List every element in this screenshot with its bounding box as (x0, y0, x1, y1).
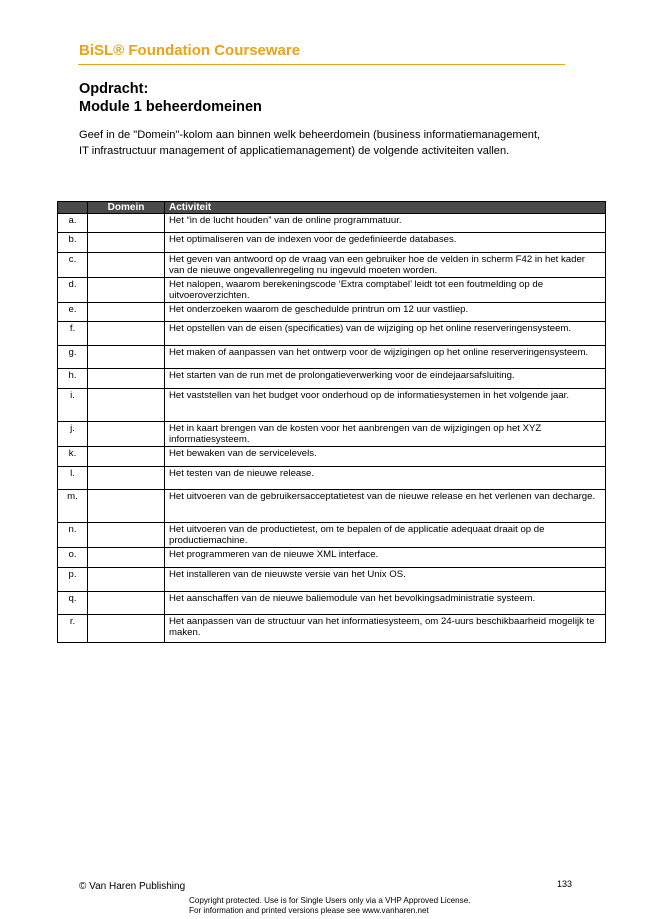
activity-cell: Het testen van de nieuwe release. (165, 467, 606, 490)
row-letter: e. (58, 303, 88, 322)
activity-cell: Het geven van antwoord op de vraag van een gebruiker hoe de velden in scherm F42 in het kader van de nieuwe ongevallenregeling nu ingevuld moeten worden. (165, 253, 606, 278)
activity-cell: Het opstellen van de eisen (specificaties) van de wijziging op het online reserveringensysteem. (165, 322, 606, 346)
row-letter: i. (58, 389, 88, 422)
domain-cell[interactable] (88, 303, 165, 322)
activity-cell: Het programmeren van de nieuwe XML interface. (165, 548, 606, 568)
table-header-row (58, 202, 606, 214)
domain-cell[interactable] (88, 253, 165, 278)
header-activity: Activiteit (165, 202, 606, 214)
activity-cell: Het nalopen, waarom berekeningscode ‘Extra comptabel’ leidt tot een foutmelding op de uitvoeroverzichten. (165, 278, 606, 303)
activities-table (57, 201, 606, 643)
domain-cell[interactable] (88, 322, 165, 346)
activity-cell: Het onderzoeken waarom de geschedulde printrun om 12 uur vastliep. (165, 303, 606, 322)
row-letter: m. (58, 490, 88, 523)
copyright-line-2: For information and printed versions please see www.vanharen.net (189, 906, 429, 915)
table-row (58, 389, 606, 422)
header-domain: Domein (88, 202, 165, 214)
table-row (58, 214, 606, 233)
row-letter: h. (58, 369, 88, 389)
domain-cell[interactable] (88, 568, 165, 592)
table-row (58, 548, 606, 568)
row-letter: k. (58, 447, 88, 467)
table-row (58, 346, 606, 369)
table-row (58, 447, 606, 467)
activity-cell: Het “in de lucht houden” van de online programmatuur. (165, 214, 606, 233)
table-row (58, 253, 606, 278)
row-letter: j. (58, 422, 88, 447)
activity-cell: Het optimaliseren van de indexen voor de gedefinieerde databases. (165, 233, 606, 253)
domain-cell[interactable] (88, 467, 165, 490)
publisher: © Van Haren Publishing (79, 881, 186, 892)
course-title: BiSL® Foundation Courseware (79, 42, 301, 59)
row-letter: n. (58, 523, 88, 548)
domain-cell[interactable] (88, 214, 165, 233)
table-row (58, 369, 606, 389)
row-letter: c. (58, 253, 88, 278)
page-number: 133 (557, 879, 573, 889)
domain-cell[interactable] (88, 369, 165, 389)
intro-text: Geef in de "Domein"-kolom aan binnen welk beheerdomein (business informatiemanagement, IT infrastructuur management of applicatiemanagement) de volgende activiteiten vallen. (79, 129, 541, 157)
table-row (58, 615, 606, 643)
activity-cell: Het in kaart brengen van de kosten voor het aanbrengen van de wijzigingen op het XYZ informatiesysteem. (165, 422, 606, 447)
row-letter: f. (58, 322, 88, 346)
row-letter: p. (58, 568, 88, 592)
domain-cell[interactable] (88, 278, 165, 303)
domain-cell[interactable] (88, 233, 165, 253)
row-letter: b. (58, 233, 88, 253)
heading-line-1: Opdracht: (79, 81, 149, 97)
table-row (58, 523, 606, 548)
activity-cell: Het bewaken van de servicelevels. (165, 447, 606, 467)
heading-line-2: Module 1 beheerdomeinen (79, 99, 262, 115)
row-letter: g. (58, 346, 88, 369)
activity-cell: Het maken of aanpassen van het ontwerp voor de wijzigingen op het online reserveringensysteem. (165, 346, 606, 369)
row-letter: d. (58, 278, 88, 303)
table-row (58, 422, 606, 447)
table-row (58, 490, 606, 523)
domain-cell[interactable] (88, 490, 165, 523)
row-letter: q. (58, 592, 88, 615)
table-row (58, 467, 606, 490)
activity-cell: Het aanschaffen van de nieuwe baliemodule van het bevolkingsadministratie systeem. (165, 592, 606, 615)
table-row (58, 592, 606, 615)
domain-cell[interactable] (88, 389, 165, 422)
row-letter: r. (58, 615, 88, 643)
domain-cell[interactable] (88, 346, 165, 369)
domain-cell[interactable] (88, 592, 165, 615)
table-row (58, 278, 606, 303)
table-row (58, 568, 606, 592)
table-row (58, 322, 606, 346)
row-letter: l. (58, 467, 88, 490)
copyright-notice (189, 896, 470, 916)
table-row (58, 233, 606, 253)
domain-cell[interactable] (88, 615, 165, 643)
header-rule (78, 64, 565, 65)
assignment-heading (79, 80, 262, 116)
domain-cell[interactable] (88, 548, 165, 568)
row-letter: o. (58, 548, 88, 568)
domain-cell[interactable] (88, 523, 165, 548)
activity-cell: Het uitvoeren van de productietest, om te bepalen of de applicatie adequaat draait op de productiemachine. (165, 523, 606, 548)
table-row (58, 303, 606, 322)
activity-cell: Het starten van de run met de prolongatieverwerking voor de eindejaarsafsluiting. (165, 369, 606, 389)
copyright-line-1: Copyright protected. Use is for Single Users only via a VHP Approved License. (189, 896, 471, 905)
activity-cell: Het vaststellen van het budget voor onderhoud op de informatiesystemen in het volgende jaar. (165, 389, 606, 422)
header-letter (58, 202, 88, 214)
activity-cell: Het uitvoeren van de gebruikersacceptatietest van de nieuwe release en het verlenen van decharge. (165, 490, 606, 523)
domain-cell[interactable] (88, 447, 165, 467)
activity-cell: Het aanpassen van de structuur van het informatiesysteem, om 24-uurs beschikbaarheid mogelijk te maken. (165, 615, 606, 643)
activity-cell: Het installeren van de nieuwste versie van het Unix OS. (165, 568, 606, 592)
domain-cell[interactable] (88, 422, 165, 447)
row-letter: a. (58, 214, 88, 233)
